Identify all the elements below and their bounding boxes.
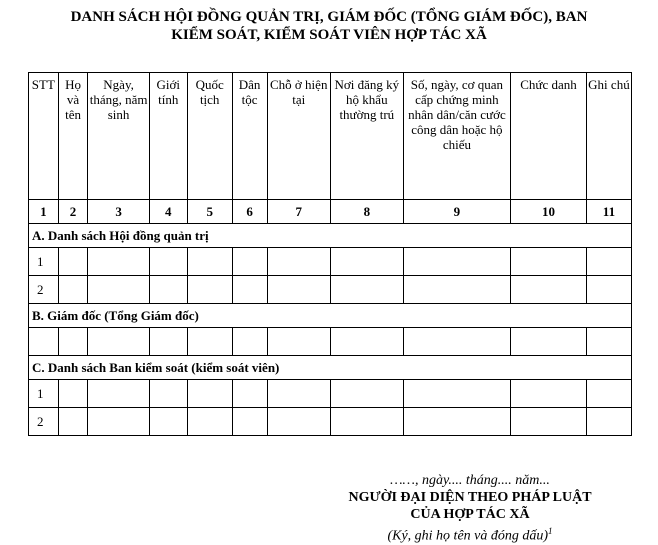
table-row xyxy=(29,276,632,304)
section-c-title: C. Danh sách Ban kiểm soát (kiểm soát viên) xyxy=(29,356,632,380)
empty-cell xyxy=(330,328,403,356)
section-b-title: B. Giám đốc (Tổng Giám đốc) xyxy=(29,304,632,328)
row-number: 2 xyxy=(29,408,59,436)
empty-cell xyxy=(267,248,330,276)
section-a-title: A. Danh sách Hội đồng quản trị xyxy=(29,224,632,248)
representative-line-1: NGƯỜI ĐẠI DIỆN THEO PHÁP LUẬT xyxy=(348,490,592,505)
empty-cell xyxy=(187,408,232,436)
header-position: Chức danh xyxy=(511,73,587,200)
empty-cell xyxy=(267,328,330,356)
empty-cell xyxy=(187,248,232,276)
section-a-row xyxy=(29,224,632,248)
header-ethnicity: Dân tộc xyxy=(232,73,267,200)
empty-cell xyxy=(586,380,631,408)
column-number: 5 xyxy=(187,200,232,224)
empty-cell xyxy=(58,248,88,276)
empty-cell xyxy=(511,408,587,436)
column-number: 7 xyxy=(267,200,330,224)
empty-cell xyxy=(330,408,403,436)
empty-cell xyxy=(403,248,510,276)
table-row xyxy=(29,328,632,356)
empty-cell xyxy=(149,276,187,304)
header-dob: Ngày, tháng, năm sinh xyxy=(88,73,149,200)
row-number: 1 xyxy=(29,380,59,408)
empty-cell xyxy=(149,248,187,276)
header-notes: Ghi chú xyxy=(586,73,631,200)
empty-cell xyxy=(29,328,59,356)
empty-cell xyxy=(88,328,149,356)
section-b-row xyxy=(29,304,632,328)
empty-cell xyxy=(267,276,330,304)
header-row xyxy=(29,73,632,200)
header-nationality: Quốc tịch xyxy=(187,73,232,200)
empty-cell xyxy=(187,328,232,356)
footnote-mark: 1 xyxy=(548,526,553,536)
empty-cell xyxy=(267,408,330,436)
column-number: 9 xyxy=(403,200,510,224)
empty-cell xyxy=(511,248,587,276)
column-number: 1 xyxy=(29,200,59,224)
column-number: 4 xyxy=(149,200,187,224)
table-row xyxy=(29,408,632,436)
empty-cell xyxy=(88,276,149,304)
empty-cell xyxy=(586,276,631,304)
column-number-row xyxy=(29,200,632,224)
empty-cell xyxy=(511,328,587,356)
empty-cell xyxy=(232,380,267,408)
empty-cell xyxy=(58,380,88,408)
empty-cell xyxy=(330,380,403,408)
column-number: 3 xyxy=(88,200,149,224)
header-id-document: Số, ngày, cơ quan cấp chứng minh nhân dân/căn cước công dân hoặc hộ chiếu xyxy=(403,73,510,200)
empty-cell xyxy=(586,328,631,356)
header-stt: STT xyxy=(29,73,59,200)
signature-note xyxy=(300,523,640,545)
empty-cell xyxy=(232,276,267,304)
empty-cell xyxy=(586,248,631,276)
empty-cell xyxy=(403,380,510,408)
header-permanent-residence: Nơi đăng ký hộ khẩu thường trú xyxy=(330,73,403,200)
column-number: 11 xyxy=(586,200,631,224)
empty-cell xyxy=(232,328,267,356)
empty-cell xyxy=(403,408,510,436)
empty-cell xyxy=(187,276,232,304)
table-row xyxy=(29,380,632,408)
header-current-residence: Chỗ ở hiện tại xyxy=(267,73,330,200)
title-line-1: DANH SÁCH HỘI ĐỒNG QUẢN TRỊ, GIÁM ĐỐC (TỔNG GIÁM ĐỐC), BAN xyxy=(70,9,588,25)
empty-cell xyxy=(149,380,187,408)
header-gender: Giới tính xyxy=(149,73,187,200)
header-name: Họ và tên xyxy=(58,73,88,200)
column-number: 6 xyxy=(232,200,267,224)
members-table xyxy=(28,72,632,436)
signature-block xyxy=(300,472,640,545)
column-number: 2 xyxy=(58,200,88,224)
column-number: 10 xyxy=(511,200,587,224)
empty-cell xyxy=(149,408,187,436)
empty-cell xyxy=(187,380,232,408)
empty-cell xyxy=(88,248,149,276)
empty-cell xyxy=(330,276,403,304)
title-line-2: KIỂM SOÁT, KIỂM SOÁT VIÊN HỢP TÁC XÃ xyxy=(171,27,487,43)
date-line: ……, ngày.... tháng.... năm... xyxy=(390,473,550,488)
empty-cell xyxy=(330,248,403,276)
empty-cell xyxy=(403,276,510,304)
row-number: 2 xyxy=(29,276,59,304)
empty-cell xyxy=(88,408,149,436)
empty-cell xyxy=(232,408,267,436)
empty-cell xyxy=(232,248,267,276)
empty-cell xyxy=(403,328,510,356)
empty-cell xyxy=(58,276,88,304)
empty-cell xyxy=(267,380,330,408)
empty-cell xyxy=(149,328,187,356)
signature-note-text: (Ký, ghi họ tên và đóng dấu) xyxy=(387,528,549,544)
empty-cell xyxy=(88,380,149,408)
row-number: 1 xyxy=(29,248,59,276)
empty-cell xyxy=(58,408,88,436)
empty-cell xyxy=(586,408,631,436)
table-row xyxy=(29,248,632,276)
document-title xyxy=(0,8,658,44)
empty-cell xyxy=(511,276,587,304)
representative-line-2: CỦA HỢP TÁC XÃ xyxy=(410,507,530,522)
empty-cell xyxy=(58,328,88,356)
section-c-row xyxy=(29,356,632,380)
empty-cell xyxy=(511,380,587,408)
column-number: 8 xyxy=(330,200,403,224)
